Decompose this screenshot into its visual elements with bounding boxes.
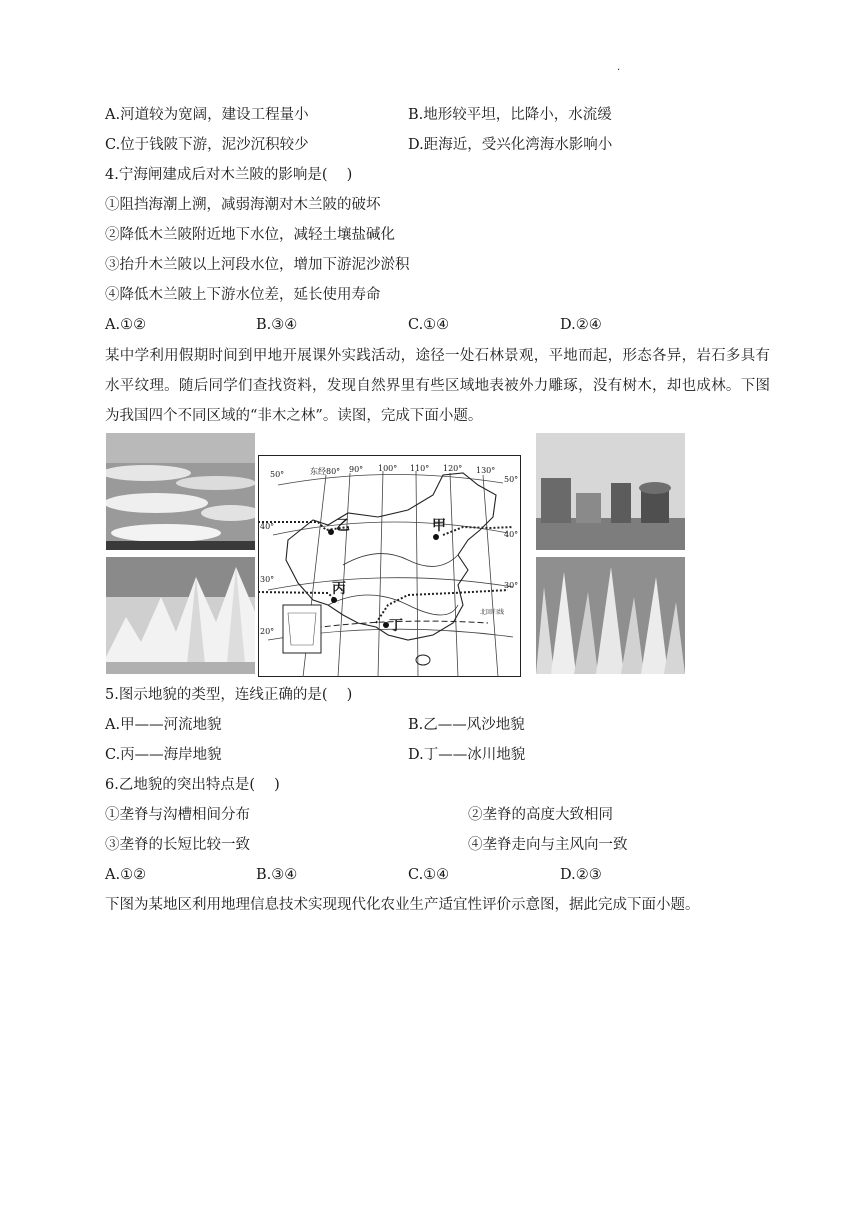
lat-label-30-left: 30° [260, 575, 275, 584]
q4-item-1: ①阻挡海潮上溯，减弱海潮对木兰陂的破坏 [105, 197, 381, 213]
lon-label-90: 90° [349, 465, 364, 474]
lat-label-50-left: 50° [270, 470, 285, 479]
lon-label-100: 100° [378, 464, 398, 473]
q4-option-a: A.①② [105, 317, 147, 333]
photo-stone-pillars [536, 433, 685, 550]
photo-karst-stone-forest [536, 557, 685, 674]
q6-option-a: A.①② [105, 867, 147, 883]
q4-option-c: C.①④ [408, 317, 450, 333]
q6-item-1: ①垄脊与沟槽相间分布 [105, 807, 250, 823]
lon-label-110: 110° [410, 464, 430, 473]
q6-option-c: C.①④ [408, 867, 450, 883]
q3-option-c: C.位于钱陂下游，泥沙沉积较少 [105, 137, 309, 153]
q3-option-a: A.河道较为宽阔，建设工程量小 [105, 107, 309, 123]
site-label-jia: 甲 [432, 518, 446, 534]
q6-option-b: B.③④ [256, 867, 298, 883]
q4-item-3: ③抬升木兰陂以上河段水位，增加下游泥沙淤积 [105, 257, 410, 273]
q5-option-c: C.丙——海岸地貌 [105, 747, 222, 763]
q4-item-2: ②降低木兰陂附近地下水位，减轻土壤盐碱化 [105, 227, 395, 243]
q6-item-3: ③垄脊的长短比较一致 [105, 837, 250, 853]
q6-item-4: ④垄脊走向与主风向一致 [468, 837, 628, 853]
q4-stem: 4.宁海闸建成后对木兰陂的影响是( ) [105, 167, 353, 183]
lat-label-40-left: 40° [260, 522, 275, 531]
q3-option-b: B.地形较平坦，比降小，水流缓 [408, 107, 612, 123]
lon-label-80: 东经80° [310, 467, 341, 476]
site-label-ding: 丁 [389, 618, 403, 634]
q5-option-b: B.乙——风沙地貌 [408, 717, 525, 733]
photo-yardang-landform [106, 433, 255, 550]
q4-option-b: B.③④ [256, 317, 298, 333]
q6-stem: 6.乙地貌的突出特点是( ) [105, 777, 280, 793]
q5-option-a: A.甲——河流地貌 [105, 717, 222, 733]
q4-item-4: ④降低木兰陂上下游水位差，延长使用寿命 [105, 287, 381, 303]
q6-item-2: ②垄脊的高度大致相同 [468, 807, 613, 823]
site-label-bing: 丙 [332, 581, 346, 597]
tropic-label: 北回归线 [480, 609, 505, 616]
china-landform-map [258, 455, 521, 677]
passage: 某中学利用假期时间到甲地开展课外实践活动，途径一处石林景观，平地而起，形态各异，岩石多具有水平纹理。随后同学们查找资料，发现自然界里有些区域地表被外力雕琢，没有树木，却也成林。下图为我国四个不同区域的“非木之林”。读图，完成下面小题。 [105, 348, 770, 424]
corner-mark: . [617, 62, 621, 73]
q4-option-d: D.②④ [560, 317, 602, 333]
lat-label-20-left: 20° [260, 627, 275, 636]
lat-label-50-right: 50° [504, 475, 519, 484]
lat-label-30-right: 30° [504, 581, 519, 590]
next-question-intro: 下图为某地区利用地理信息技术实现现代化农业生产适宜性评价示意图，据此完成下面小题。 [105, 897, 700, 913]
q3-option-d: D.距海近，受兴化湾海水影响小 [408, 137, 613, 153]
photo-glacier-pinnacles [106, 557, 255, 674]
lon-label-120: 120° [443, 464, 463, 473]
q5-stem: 5.图示地貌的类型，连线正确的是( ) [105, 687, 353, 703]
lon-label-130: 130° [476, 466, 496, 475]
q6-option-d: D.②③ [560, 867, 602, 883]
lat-label-40-right: 40° [504, 530, 519, 539]
site-label-yi: 乙 [336, 518, 350, 534]
q5-option-d: D.丁——冰川地貌 [408, 747, 526, 763]
